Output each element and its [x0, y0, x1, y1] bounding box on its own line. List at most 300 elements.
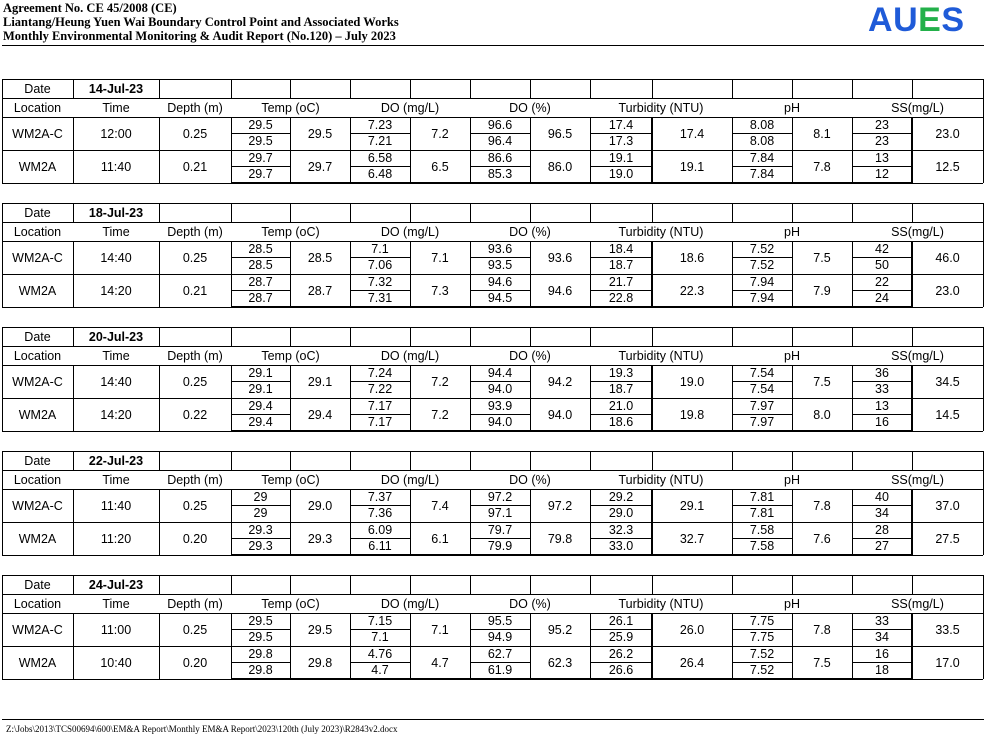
temp-reading-1: 29.5 [248, 118, 273, 132]
depth-cell: 0.20 [182, 532, 208, 546]
do-pct-average: 96.5 [547, 127, 573, 141]
do-mg-reading-1: 7.17 [367, 399, 393, 413]
temp-header: Temp (oC) [261, 349, 320, 363]
grid-line [231, 451, 232, 470]
location-cell: WM2A [18, 532, 57, 546]
grid-line [470, 79, 471, 98]
ss-reading-2: 27 [875, 539, 889, 553]
day-block [2, 451, 983, 559]
grid-line [792, 79, 793, 98]
temp-average: 28.5 [307, 251, 333, 265]
ph-reading-2: 7.52 [749, 258, 775, 272]
temp-header: Temp (oC) [261, 101, 320, 115]
temp-average: 29.5 [307, 623, 333, 637]
time-cell: 11:40 [100, 499, 132, 513]
day-block [2, 327, 983, 435]
do-pct-reading-1: 62.7 [487, 647, 513, 661]
grid-line [231, 554, 912, 556]
depth-header: Depth (m) [167, 225, 223, 239]
turb-reading-1: 21.0 [608, 399, 634, 413]
do-mg-header: DO (mg/L) [380, 349, 440, 363]
grid-line [852, 79, 853, 98]
turb-reading-2: 19.0 [608, 167, 634, 181]
grid-line [530, 451, 531, 470]
time-header: Time [102, 349, 130, 363]
do-pct-average: 94.6 [547, 284, 573, 298]
temp-reading-1: 28.7 [248, 275, 273, 289]
temp-reading-2: 29.7 [248, 167, 273, 181]
grid-line [983, 222, 984, 307]
grid-line [2, 470, 983, 471]
grid-line [231, 79, 232, 98]
grid-line [290, 575, 291, 594]
ss-reading-1: 42 [875, 242, 889, 256]
grid-line [732, 575, 733, 594]
grid-line [290, 327, 291, 346]
do-pct-reading-1: 93.9 [487, 399, 513, 413]
grid-line [792, 327, 793, 346]
location-cell: WM2A-C [12, 127, 63, 141]
do-mg-reading-1: 7.23 [367, 118, 393, 132]
turb-average: 26.4 [679, 656, 705, 670]
do-pct-average: 62.3 [547, 656, 573, 670]
agreement-no: Agreement No. CE 45/2008 (CE) [3, 1, 177, 15]
ss-reading-2: 33 [875, 382, 889, 396]
temp-reading-2: 29.4 [248, 415, 273, 429]
do-pct-average: 97.2 [547, 499, 573, 513]
do-mg-average: 6.5 [431, 160, 449, 174]
ss-reading-2: 23 [875, 134, 889, 148]
grid-line [2, 327, 983, 328]
do-pct-header: DO (%) [509, 101, 551, 115]
depth-cell: 0.25 [182, 499, 208, 513]
grid-line [792, 451, 793, 470]
turb-average: 29.1 [679, 499, 705, 513]
temp-header: Temp (oC) [261, 225, 320, 239]
do-pct-average: 79.8 [547, 532, 573, 546]
turb-average: 19.0 [679, 375, 705, 389]
do-mg-average: 7.3 [431, 284, 449, 298]
time-cell: 14:20 [100, 408, 132, 422]
grid-line [350, 327, 351, 346]
grid-line [350, 79, 351, 98]
grid-line [983, 327, 984, 346]
grid-line [231, 327, 232, 346]
do-mg-average: 7.1 [431, 623, 449, 637]
temp-reading-1: 29.1 [248, 366, 273, 380]
turb-average: 19.1 [679, 160, 705, 174]
do-mg-reading-2: 7.31 [367, 291, 393, 305]
ph-average: 8.0 [813, 408, 831, 422]
ss-reading-1: 33 [875, 614, 889, 628]
do-mg-average: 7.2 [431, 375, 449, 389]
grid-line [2, 594, 983, 595]
grid-line [732, 79, 733, 98]
turb-reading-2: 17.3 [608, 134, 634, 148]
temp-average: 29.7 [307, 160, 333, 174]
grid-line [231, 306, 912, 308]
ph-average: 8.1 [813, 127, 831, 141]
report-header [3, 1, 399, 43]
grid-line [983, 470, 984, 555]
ss-reading-1: 13 [875, 399, 889, 413]
grid-line [852, 203, 853, 222]
do-mg-reading-2: 6.11 [368, 539, 392, 553]
ph-header: pH [784, 225, 800, 239]
ph-average: 7.8 [813, 499, 831, 513]
ph-average: 7.5 [813, 656, 831, 670]
time-cell: 14:20 [100, 284, 132, 298]
turb-reading-2: 25.9 [608, 630, 634, 644]
grid-line [231, 575, 232, 594]
do-pct-reading-2: 93.5 [487, 258, 513, 272]
do-mg-average: 7.2 [431, 127, 449, 141]
depth-cell: 0.20 [182, 656, 208, 670]
do-pct-reading-1: 93.6 [487, 242, 513, 256]
date-label: Date [24, 82, 51, 96]
location-cell: WM2A [18, 656, 57, 670]
time-cell: 11:00 [100, 623, 132, 637]
grid-line [159, 575, 160, 594]
grid-line [912, 451, 913, 470]
ss-header: SS(mg/L) [891, 597, 944, 611]
grid-line [852, 327, 853, 346]
grid-line [732, 203, 733, 222]
ph-reading-2: 7.75 [749, 630, 775, 644]
do-mg-reading-2: 7.21 [367, 134, 393, 148]
ss-reading-2: 50 [875, 258, 889, 272]
grid-line [983, 346, 984, 431]
time-header: Time [102, 473, 130, 487]
temp-reading-2: 28.7 [248, 291, 273, 305]
depth-header: Depth (m) [167, 597, 223, 611]
do-pct-reading-2: 85.3 [487, 167, 513, 181]
ss-average: 17.0 [935, 656, 960, 670]
ss-header: SS(mg/L) [891, 473, 944, 487]
ss-reading-1: 36 [875, 366, 889, 380]
ss-reading-2: 12 [875, 167, 889, 181]
grid-line [231, 203, 232, 222]
grid-line [792, 575, 793, 594]
temp-reading-1: 28.5 [248, 242, 273, 256]
file-path-footer: Z:\Jobs\2013\TCS00694\600\EM&A Report\Monthly EM&A Report\2023\120th (July 2023)\R2843v2.docx [6, 724, 398, 734]
turb-reading-2: 33.0 [608, 539, 634, 553]
date-value: 18-Jul-23 [88, 206, 144, 220]
grid-line [852, 575, 853, 594]
temp-header: Temp (oC) [261, 597, 320, 611]
ph-reading-1: 7.84 [749, 151, 775, 165]
header-divider [2, 45, 984, 46]
grid-line [652, 327, 653, 346]
ph-reading-1: 7.52 [749, 242, 775, 256]
temp-reading-2: 28.5 [248, 258, 273, 272]
grid-line [350, 203, 351, 222]
turb-reading-2: 29.0 [608, 506, 634, 520]
temp-reading-1: 29.5 [248, 614, 273, 628]
ph-reading-1: 7.81 [749, 490, 775, 504]
turb-average: 22.3 [679, 284, 705, 298]
do-pct-header: DO (%) [509, 225, 551, 239]
turb-reading-1: 19.3 [608, 366, 634, 380]
time-header: Time [102, 597, 130, 611]
temp-header: Temp (oC) [261, 473, 320, 487]
grid-line [983, 575, 984, 594]
ss-reading-1: 40 [875, 490, 889, 504]
aues-logo: AUES [868, 1, 965, 39]
ss-average: 34.5 [935, 375, 960, 389]
location-cell: WM2A [18, 408, 57, 422]
grid-line [652, 79, 653, 98]
grid-line [912, 203, 913, 222]
do-mg-reading-1: 7.32 [367, 275, 393, 289]
do-pct-reading-1: 94.4 [487, 366, 513, 380]
do-mg-reading-2: 7.1 [371, 630, 389, 644]
do-mg-header: DO (mg/L) [380, 101, 440, 115]
do-pct-reading-2: 94.0 [487, 415, 513, 429]
ph-header: pH [784, 597, 800, 611]
do-pct-reading-2: 94.0 [487, 382, 513, 396]
location-cell: WM2A-C [12, 375, 63, 389]
ss-reading-1: 13 [875, 151, 889, 165]
temp-reading-1: 29.8 [248, 647, 273, 661]
ss-average: 12.5 [935, 160, 960, 174]
grid-line [470, 327, 471, 346]
time-cell: 11:40 [100, 160, 132, 174]
date-value: 14-Jul-23 [88, 82, 144, 96]
temp-average: 29.4 [307, 408, 333, 422]
do-pct-header: DO (%) [509, 473, 551, 487]
turb-reading-2: 22.8 [608, 291, 634, 305]
ph-reading-2: 7.58 [749, 539, 775, 553]
depth-header: Depth (m) [167, 473, 223, 487]
ss-average: 14.5 [935, 408, 960, 422]
ss-header: SS(mg/L) [891, 101, 944, 115]
ph-reading-1: 7.75 [749, 614, 775, 628]
do-mg-average: 6.1 [431, 532, 449, 546]
grid-line [2, 79, 983, 80]
grid-line [590, 451, 591, 470]
location-header: Location [13, 597, 62, 611]
do-mg-reading-1: 4.76 [367, 647, 393, 661]
grid-line [350, 451, 351, 470]
do-pct-header: DO (%) [509, 597, 551, 611]
ss-average: 37.0 [935, 499, 960, 513]
ph-reading-1: 8.08 [749, 118, 775, 132]
turb-reading-1: 26.2 [608, 647, 634, 661]
time-cell: 12:00 [100, 127, 132, 141]
do-mg-average: 7.1 [431, 251, 449, 265]
turb-average: 18.6 [679, 251, 705, 265]
ss-header: SS(mg/L) [891, 225, 944, 239]
turb-reading-2: 18.6 [608, 415, 634, 429]
grid-line [732, 327, 733, 346]
do-pct-average: 95.2 [547, 623, 573, 637]
grid-line [290, 203, 291, 222]
do-mg-reading-1: 7.15 [367, 614, 393, 628]
do-mg-average: 7.4 [431, 499, 449, 513]
date-value: 22-Jul-23 [88, 454, 144, 468]
grid-line [159, 203, 160, 222]
grid-line [159, 451, 160, 470]
grid-line [2, 222, 983, 223]
temp-reading-2: 29.5 [248, 134, 273, 148]
ph-reading-2: 7.81 [749, 506, 775, 520]
do-pct-reading-2: 79.9 [487, 539, 513, 553]
grid-line [290, 79, 291, 98]
ss-average: 33.5 [935, 623, 960, 637]
grid-line [410, 575, 411, 594]
ph-average: 7.9 [813, 284, 831, 298]
location-header: Location [13, 349, 62, 363]
grid-line [231, 182, 912, 184]
do-mg-reading-2: 6.48 [367, 167, 393, 181]
temp-average: 28.7 [307, 284, 333, 298]
grid-line [983, 79, 984, 98]
do-pct-reading-2: 94.5 [487, 291, 513, 305]
grid-line [530, 79, 531, 98]
grid-line [983, 98, 984, 183]
turb-average: 26.0 [679, 623, 705, 637]
grid-line [652, 203, 653, 222]
turb-reading-1: 17.4 [608, 118, 634, 132]
location-header: Location [13, 101, 62, 115]
depth-cell: 0.21 [182, 160, 208, 174]
location-header: Location [13, 225, 62, 239]
location-cell: WM2A-C [12, 623, 63, 637]
temp-reading-1: 29.3 [248, 523, 273, 537]
turb-average: 32.7 [679, 532, 705, 546]
ss-average: 27.5 [935, 532, 960, 546]
temp-reading-1: 29.4 [248, 399, 273, 413]
time-header: Time [102, 101, 130, 115]
date-label: Date [24, 454, 51, 468]
turbidity-header: Turbidity (NTU) [618, 101, 704, 115]
grid-line [530, 203, 531, 222]
ph-reading-2: 7.52 [749, 663, 775, 677]
temp-average: 29.3 [307, 532, 333, 546]
ss-reading-1: 23 [875, 118, 889, 132]
ph-reading-2: 8.08 [749, 134, 775, 148]
do-pct-average: 94.2 [547, 375, 573, 389]
turb-average: 19.8 [679, 408, 705, 422]
do-pct-reading-1: 97.2 [487, 490, 513, 504]
grid-line [159, 327, 160, 346]
grid-line [590, 327, 591, 346]
do-mg-reading-1: 7.24 [367, 366, 393, 380]
ph-header: pH [784, 349, 800, 363]
do-pct-reading-2: 94.9 [487, 630, 513, 644]
do-pct-reading-1: 79.7 [487, 523, 513, 537]
turbidity-header: Turbidity (NTU) [618, 597, 704, 611]
ss-header: SS(mg/L) [891, 349, 944, 363]
do-mg-average: 7.2 [431, 408, 449, 422]
temp-average: 29.8 [307, 656, 333, 670]
do-mg-reading-2: 7.36 [367, 506, 393, 520]
grid-line [652, 575, 653, 594]
turb-reading-1: 29.2 [608, 490, 634, 504]
date-label: Date [24, 330, 51, 344]
depth-header: Depth (m) [167, 101, 223, 115]
grid-line [470, 451, 471, 470]
do-pct-reading-2: 96.4 [487, 134, 513, 148]
grid-line [983, 594, 984, 679]
time-cell: 11:20 [100, 532, 132, 546]
temp-average: 29.0 [307, 499, 333, 513]
do-mg-reading-2: 7.06 [367, 258, 393, 272]
temp-reading-2: 29.1 [248, 382, 273, 396]
do-mg-reading-1: 7.1 [371, 242, 389, 256]
depth-cell: 0.25 [182, 127, 208, 141]
do-mg-reading-2: 4.7 [371, 663, 389, 677]
grid-line [912, 327, 913, 346]
grid-line [652, 451, 653, 470]
do-mg-reading-2: 7.17 [367, 415, 393, 429]
grid-line [470, 575, 471, 594]
grid-line [590, 79, 591, 98]
grid-line [590, 575, 591, 594]
turbidity-header: Turbidity (NTU) [618, 473, 704, 487]
grid-line [983, 203, 984, 222]
temp-reading-2: 29 [253, 506, 268, 520]
do-pct-reading-2: 97.1 [487, 506, 513, 520]
turb-reading-1: 26.1 [608, 614, 634, 628]
depth-cell: 0.25 [182, 623, 208, 637]
grid-line [231, 678, 912, 680]
ss-reading-1: 16 [875, 647, 889, 661]
ph-header: pH [784, 473, 800, 487]
location-header: Location [13, 473, 62, 487]
temp-reading-2: 29.3 [248, 539, 273, 553]
grid-line [2, 346, 983, 347]
ph-reading-2: 7.84 [749, 167, 775, 181]
depth-cell: 0.25 [182, 375, 208, 389]
time-cell: 14:40 [100, 375, 132, 389]
do-mg-header: DO (mg/L) [380, 225, 440, 239]
do-mg-reading-1: 6.09 [367, 523, 393, 537]
ph-average: 7.5 [813, 375, 831, 389]
turbidity-header: Turbidity (NTU) [618, 349, 704, 363]
temp-reading-1: 29 [253, 490, 268, 504]
ph-reading-1: 7.94 [749, 275, 775, 289]
grid-line [530, 327, 531, 346]
date-label: Date [24, 206, 51, 220]
depth-cell: 0.22 [182, 408, 208, 422]
ss-reading-2: 34 [875, 630, 889, 644]
temp-average: 29.1 [307, 375, 333, 389]
turb-reading-2: 18.7 [608, 258, 634, 272]
location-cell: WM2A-C [12, 499, 63, 513]
do-mg-reading-1: 6.58 [367, 151, 393, 165]
do-pct-average: 94.0 [547, 408, 573, 422]
do-mg-average: 4.7 [431, 656, 449, 670]
do-pct-reading-2: 61.9 [487, 663, 513, 677]
time-cell: 10:40 [100, 656, 132, 670]
grid-line [350, 575, 351, 594]
ph-reading-1: 7.52 [749, 647, 775, 661]
turb-reading-1: 21.7 [608, 275, 634, 289]
turbidity-header: Turbidity (NTU) [618, 225, 704, 239]
grid-line [290, 451, 291, 470]
ph-average: 7.5 [813, 251, 831, 265]
day-block [2, 203, 983, 311]
ph-average: 7.6 [813, 532, 831, 546]
ss-reading-2: 16 [875, 415, 889, 429]
grid-line [912, 575, 913, 594]
turb-average: 17.4 [679, 127, 705, 141]
grid-line [410, 203, 411, 222]
do-mg-reading-2: 7.22 [367, 382, 393, 396]
day-block [2, 575, 983, 683]
